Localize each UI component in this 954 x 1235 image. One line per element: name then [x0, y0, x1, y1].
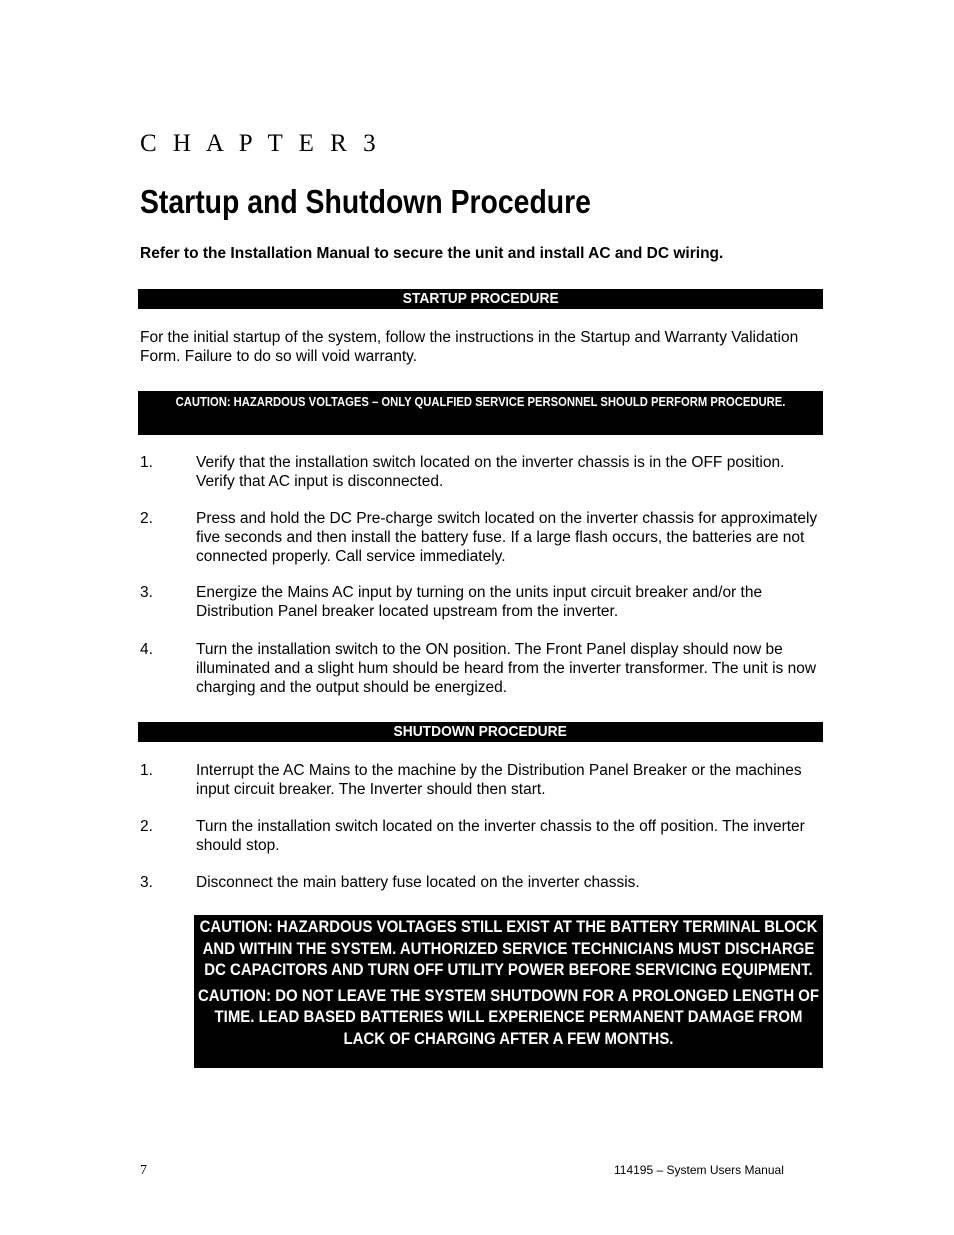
- startup-steps-list-3: [140, 583, 820, 621]
- list-item: [140, 817, 820, 855]
- step-number: 1.: [140, 454, 153, 471]
- list-item: [140, 640, 820, 697]
- list-item: [140, 509, 820, 566]
- step-number: 1.: [140, 762, 153, 779]
- startup-steps-list-2: [140, 509, 820, 566]
- step-number: 2.: [140, 818, 153, 835]
- step-number: 3.: [140, 874, 153, 891]
- startup-heading: STARTUP PROCEDURE: [402, 290, 559, 307]
- footer-document-title: 114195 – System Users Manual: [614, 1163, 784, 1177]
- shutdown-caution-2: CAUTION: DO NOT LEAVE THE SYSTEM SHUTDOWN FOR A PROLONGED LENGTH OF TIME. LEAD BASED BATTERIES WILL EXPERIENCE PERMANENT DAMAGE FROM LACK OF CHARGING AFTER A FEW MONTHS.: [197, 985, 820, 1048]
- shutdown-steps-list: [140, 761, 820, 799]
- step-text: Verify that the installation switch located on the inverter chassis is in the OFF position. Verify that AC input is disconnected.: [196, 454, 785, 490]
- step-text: Turn the installation switch to the ON position. The Front Panel display should now be illuminated and a slight hum should be heard from the inverter transformer. The unit is now charging and the output should be energized.: [196, 641, 817, 696]
- shutdown-caution-box: [194, 915, 823, 1068]
- startup-caution-box: [138, 391, 823, 435]
- shutdown-steps-list-2: [140, 817, 820, 855]
- list-item: [140, 761, 820, 799]
- step-text: Energize the Mains AC input by turning on the units input circuit breaker and/or the Distribution Panel breaker located upstream from the inverter.: [196, 584, 763, 620]
- shutdown-caution-1: CAUTION: HAZARDOUS VOLTAGES STILL EXIST AT THE BATTERY TERMINAL BLOCK AND WITHIN THE SYSTEM. AUTHORIZED SERVICE TECHNICIANS MUST DISCHARGE DC CAPACITORS AND TURN OFF UTILITY POWER BEFORE SERVICING EQUIPMENT.: [199, 917, 818, 979]
- step-text: Disconnect the main battery fuse located on the inverter chassis.: [196, 874, 640, 891]
- list-item: [140, 453, 820, 491]
- startup-caution-text: CAUTION: HAZARDOUS VOLTAGES – ONLY QUALFIED SERVICE PERSONNEL SHOULD PERFORM PROCEDURE.: [175, 395, 786, 409]
- shutdown-heading-bar: [138, 722, 823, 742]
- list-item: [140, 873, 820, 892]
- step-text: Turn the installation switch located on the inverter chassis to the off position. The inverter should stop.: [196, 818, 805, 854]
- shutdown-heading: SHUTDOWN PROCEDURE: [393, 723, 568, 740]
- step-number: 4.: [140, 641, 153, 658]
- startup-heading-bar: [138, 289, 823, 309]
- page-number: 7: [140, 1163, 147, 1178]
- step-number: 3.: [140, 584, 153, 601]
- step-text: Press and hold the DC Pre-charge switch located on the inverter chassis for approximately five seconds and then install the battery fuse. If a large flash occurs, the batteries are not connected properly. Call service immediately.: [196, 510, 818, 565]
- step-text: Interrupt the AC Mains to the machine by the Distribution Panel Breaker or the machines input circuit breaker. The Inverter should then start.: [196, 762, 802, 798]
- step-number: 2.: [140, 510, 153, 527]
- startup-steps-list: [140, 453, 820, 491]
- chapter-label: C H A P T E R 3: [140, 130, 381, 157]
- page-title: Startup and Shutdown Procedure: [140, 183, 591, 220]
- list-item: [140, 583, 820, 621]
- startup-steps-list-4: [140, 640, 820, 697]
- shutdown-steps-list-3: [140, 873, 820, 892]
- intro-text: Refer to the Installation Manual to secure the unit and install AC and DC wiring.: [140, 245, 724, 262]
- startup-description: For the initial startup of the system, follow the instructions in the Startup and Warranty Validation Form. Failure to do so will void warranty.: [140, 329, 799, 365]
